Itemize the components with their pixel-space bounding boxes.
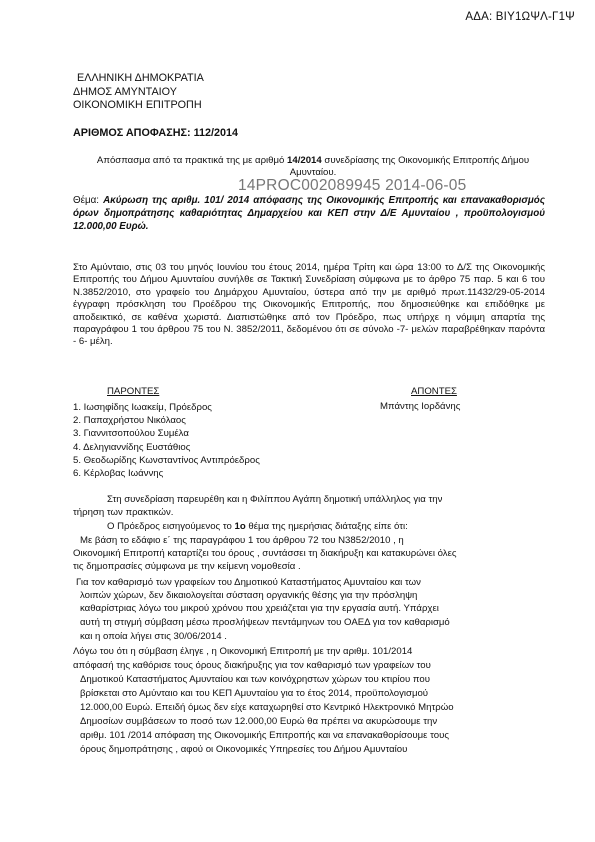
body-line: Δημοτικού Καταστήματος Αμυνταίου και των κοινόχρηστων χώρων του κτιρίου που (80, 674, 430, 685)
intro-paragraph: Στο Αμύνταιο, στις 03 του μηνός Ιουνίου του έτους 2014, ημέρα Τρίτη και ώρα 13:00 το Δ/Σ της Οικονομικής Επιτροπής του Δήμου Αμυνταίου συνήλθε σε Τακτική Συνεδρίαση σύμφωνα με το άρθρο 75 παρ. 5 και 6 του Ν.3852/2010, στο γραφείο του Δημάρχου Αμυνταίου, ύστερα από την με αριθμό πρωτ.11432/29-05-2014 έγγραφη πρόσκληση του Προέδρου της Οικονομικής Επιτροπής, που δημοσιεύθηκε και επιδόθηκε με αποδεικτικό, σε καθένα χωριστά. Διαπιστώθηκε από τον Πρόεδρο, πως υπήρχε η νόμιμη απαρτία της παραγράφου 1 του άρθρου 75 του Ν. 3852/2011, δεδομένου ότι σε σύνολο -7- μελών παραβρέθηκαν παρόντα - 6- μέλη. (73, 262, 545, 348)
present-heading: ΠΑΡΟΝΤΕΣ (107, 386, 160, 397)
body-line: καθαρίστριας λόγω του μικρού χρόνου που χρειάζεται για την εργασία αυτή. Υπάρχει (80, 603, 439, 614)
body-text: θέμα της ημερήσιας διάταξης είπε ότι: (245, 521, 408, 532)
body-line: Στη συνεδρίαση παρευρέθη και η Φιλίππου Αγάπη δημοτική υπάλληλος για την (107, 494, 443, 505)
issuing-authority (73, 72, 204, 113)
body-line: τις δημοπρασίες σύμφωνα με την κείμενη νομοθεσία . (73, 561, 301, 572)
present-members-list (73, 401, 260, 480)
body-line: Λόγω του ότι η σύμβαση έληγε , η Οικονομική Επιτροπή με την αριθμ. 101/2014 (73, 646, 413, 657)
body-line: βρίσκεται στο Αμύνταιο και του ΚΕΠ Αμυνταίου για το έτος 2014, προϋπολογισμού (80, 688, 429, 699)
present-member: 5. Θεοδωρίδης Κωνσταντίνος Αντιπρόεδρος (73, 454, 260, 466)
body-line: όρους δημοπράτησης , αφού οι Οικονομικές Υπηρεσίες του Δήμου Αμυνταίου (80, 744, 408, 755)
absent-heading: ΑΠΟΝΤΕΣ (411, 386, 457, 397)
absent-member: Μπάντης Ιορδάνης (380, 401, 461, 412)
body-line: Οικονομική Επιτροπή καταρτίζει του όρους , συντάσσει τη διακήρυξη και κατακυρώνει όλες (73, 548, 457, 559)
body-line: και η οποία λήγει στις 30/06/2014 . (80, 631, 227, 642)
present-member: 3. Γιαννιτσοπούλου Συμέλα (73, 428, 189, 440)
body-line: 12.000,00 Ευρώ. Επειδή όμως δεν είχε καταχωρηθεί στο Κεντρικό Ηλεκτρονικό Μητρώο (80, 702, 454, 713)
excerpt-text-after: συνεδρίασης της Οικονομικής Επιτροπής Δήμου Αμυνταίου. (289, 155, 530, 179)
authority-line-municipality: ΔΗΜΟΣ ΑΜΥΝΤΑΙΟΥ (73, 85, 177, 98)
body-line: αριθμ. 101 /2014 απόφαση της Οικονομικής Επιτροπής και να επανακαθορίσουμε τους (80, 730, 449, 741)
body-line: τήρηση των πρακτικών. (73, 507, 174, 518)
body-line: λοιπών χώρων, δεν δικαιολογείται σύσταση οργανικής θέσης για την πρόσληψη (80, 590, 418, 601)
excerpt-text-before: Απόσπασμα από τα πρακτικά της με αριθμό (96, 155, 288, 166)
body-line: αυτή τη στιγμή σύμβαση μέσω προσλήψεων πεντάμηνων του ΟΑΕΔ για τον καθαρισμό (80, 617, 450, 628)
body-line: Δημοσίων συμβάσεων το ποσό των 12.000,00 Ευρώ θα πρέπει να ακυρώσουμε την (80, 716, 438, 727)
present-member: 2. Παπαχρήστου Νικόλαος (73, 415, 186, 427)
present-member: 6. Κέρλοβας Ιωάννης (73, 468, 164, 480)
present-member: 4. Δεληγιαννίδης Ευστάθιος (73, 441, 191, 453)
body-line: απόφασή της καθόρισε τους όρους διακήρυξης για τον καθαρισμό των γραφείων του (73, 660, 431, 671)
subject-text: Ακύρωση της αριθμ. 101/ 2014 απόφασης της Οικονομικής Επιτροπής και επανακαθορισμός όρων δημοπράτησης καθαριότητας Δημαρχείου και ΚΕΠ στην Δ/Ε Αμυνταίου , προϋπολογισμού 12.000,00 Ευρώ. (73, 195, 545, 232)
body-line: Με βάση το εδάφιο ε΄ της παραγράφου 1 του άρθρου 72 του Ν3852/2010 , η (80, 535, 404, 546)
body-line (107, 521, 579, 533)
session-number: 14/2014 (287, 155, 322, 166)
body-line: Για τον καθαρισμό των γραφείων του Δημοτικού Καταστήματος Αμυνταίου και των (76, 577, 421, 588)
registry-stamp: 14PROC002089945 2014-06-05 (238, 177, 467, 194)
body-text: Ο Πρόεδρος εισηγούμενος το (107, 521, 235, 532)
subject-block (73, 194, 545, 233)
authority-line-republic: ΕΛΛΗΝΙΚΗ ΔΗΜΟΚΡΑΤΙΑ (77, 72, 204, 84)
subject-label: Θέμα: (73, 195, 104, 206)
present-member: 1. Ιωσηφίδης Ιωακείμ, Πρόεδρος (73, 402, 212, 413)
topic-number: 1ο (234, 521, 246, 532)
ada-code: ΑΔΑ: ΒΙΥ1ΩΨΛ-Γ1Ψ (465, 11, 575, 23)
authority-line-committee: ΟΙΚΟΝΟΜΙΚΗ ΕΠΙΤΡΟΠΗ (73, 99, 202, 111)
decision-number: ΑΡΙΘΜΟΣ ΑΠΟΦΑΣΗΣ: 112/2014 (73, 127, 239, 139)
